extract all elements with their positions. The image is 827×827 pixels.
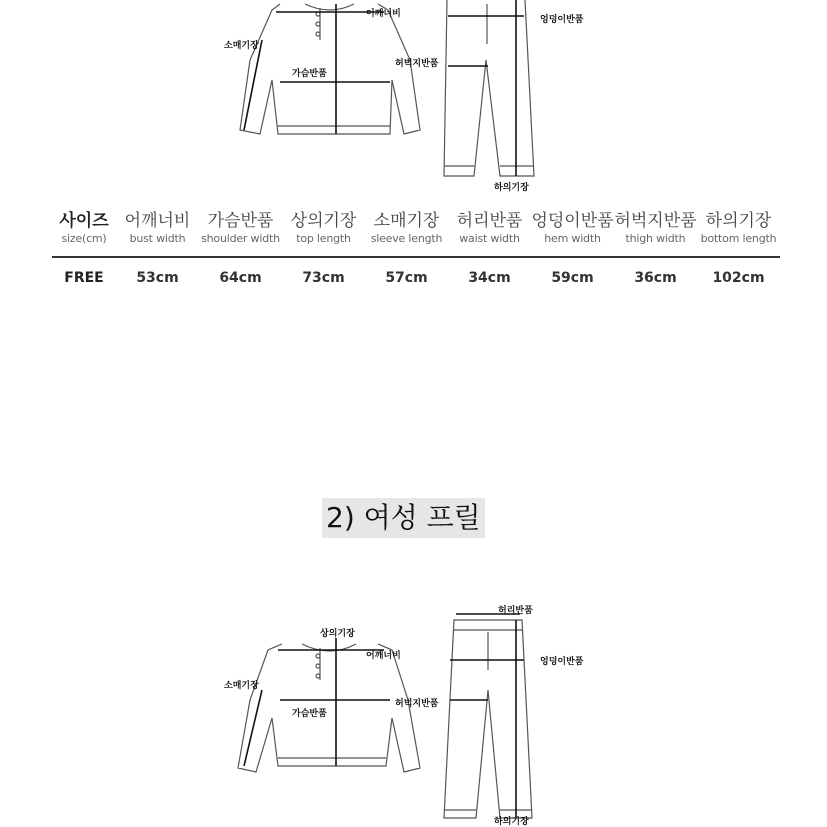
header-chest: 가슴반품 shoulder width [201,211,280,245]
cell-bottom-length: 102cm [712,270,765,286]
header-bottom-length: 하의기장 bottom length [700,211,777,245]
header-thigh: 허벅지반품 thigh width [614,211,697,245]
cell-chest: 64cm [219,270,262,286]
header-top-length: 상의기장 top length [290,211,357,245]
section-title: 2) 여성 프릴 [322,498,485,538]
label-sleeve: 소매기장 [224,41,259,51]
size-diagram-bottom [0,600,827,827]
label-bottom: 하의기장 [494,817,529,827]
cell-thigh: 36cm [634,270,677,286]
header-waist: 허리반품 waist width [456,211,523,245]
size-diagram-top [0,0,827,200]
header-shoulder: 어깨너비 bust width [124,211,191,245]
size-table [52,210,780,288]
label-top-length: 상의기장 [320,629,355,639]
table-divider [52,256,780,258]
label-sleeve: 소매기장 [224,681,259,691]
table-row [52,268,780,288]
cell-sleeve: 57cm [385,270,428,286]
label-shoulder: 어깨너비 [366,9,401,19]
size-table-header [52,210,780,246]
label-waist: 허리반품 [498,606,533,616]
cell-size: FREE [64,270,104,286]
cell-shoulder: 53cm [136,270,179,286]
header-size: 사이즈 size(cm) [59,211,109,245]
label-bottom: 하의기장 [494,183,529,193]
cell-top-length: 73cm [302,270,345,286]
label-thigh: 허벅지반품 [395,699,439,709]
pajama-illustration-top [0,0,827,200]
label-chest: 가슴반품 [292,69,327,79]
cell-hip: 59cm [551,270,594,286]
label-hip: 엉덩이반품 [540,15,584,25]
pajama-illustration-bottom [0,600,827,827]
header-sleeve: 소매기장 sleeve length [370,211,443,245]
label-chest: 가슴반품 [292,709,327,719]
header-hip: 엉덩이반품 hem width [531,211,614,245]
label-thigh: 허벅지반품 [395,59,439,69]
label-hip: 엉덩이반품 [540,657,584,667]
cell-waist: 34cm [468,270,511,286]
label-shoulder: 어깨너비 [366,651,401,661]
